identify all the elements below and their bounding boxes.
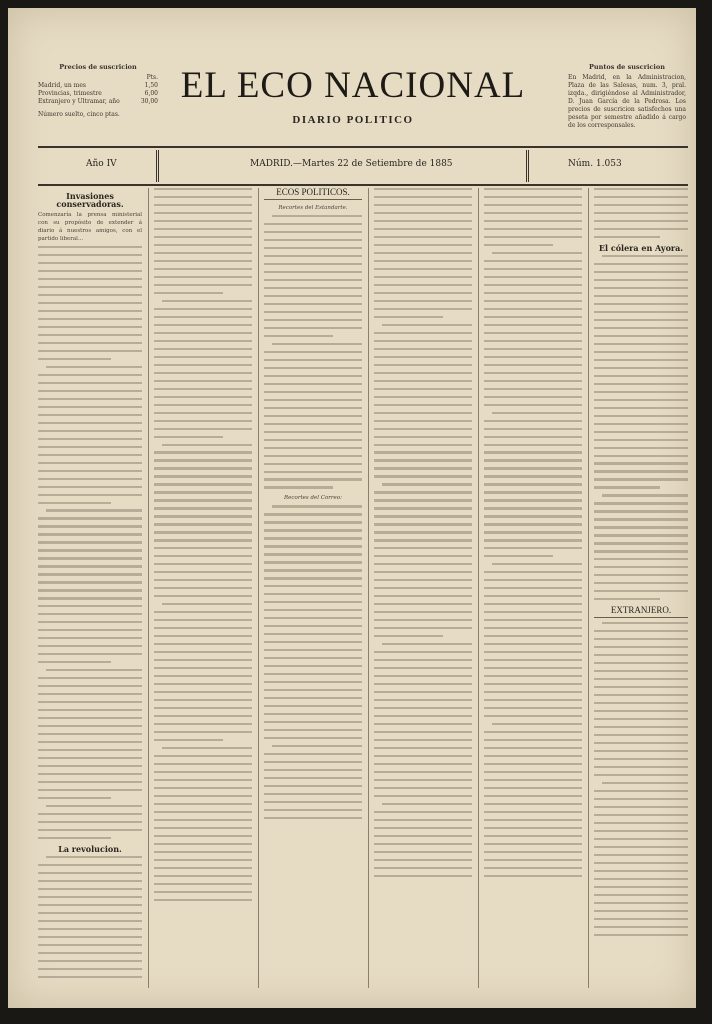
price-row-madrid	[38, 82, 158, 90]
column-6-body-2	[594, 255, 688, 601]
subscription-prices-title: Precios de suscricion	[59, 63, 137, 71]
issue-dateline: MADRID.—Martes 22 de Setiembre de 1885	[250, 159, 453, 169]
issue-number: Núm. 1.053	[568, 159, 622, 169]
article-body	[38, 246, 142, 839]
column-1	[38, 188, 142, 988]
column-3-body	[264, 215, 362, 489]
price-label: Extranjero y Ultramar, año	[38, 98, 120, 105]
bar-divider	[156, 150, 157, 182]
article-title-2: La revolucion.	[58, 843, 122, 854]
subscription-points-text: En Madrid, en la Administracion, Plaza de las Salesas, num. 3, pral. izqda., dirigiéndose al Administrador, D. Juan García de la Pedrosa. Los precios de suscricion satisfechos una peseta por semestre añadido á cargo de los corresponsales.	[568, 74, 686, 129]
column-rule	[478, 188, 479, 988]
article-title-colera: El cólera en Ayora.	[598, 242, 684, 253]
column-3-body-2	[264, 505, 362, 819]
column-4-body	[374, 188, 472, 877]
price-col-header: Pts.	[146, 74, 158, 81]
section-title: ECOS POLITICOS.	[264, 188, 362, 200]
price-row-provincias	[38, 90, 158, 98]
price-value: 1,50	[144, 82, 158, 89]
subscription-points-box	[568, 63, 686, 130]
newspaper-title: EL ECO NACIONAL	[180, 65, 526, 106]
column-rule	[258, 188, 259, 988]
column-6-body-3	[594, 622, 688, 936]
price-note: Número suelto, cinco ptas.	[38, 111, 120, 118]
article-intro: Comenzaría la prensa ministerial con su propósito de extender á diario á nuestros amigos, con el partido liberal...	[38, 212, 142, 242]
price-value: 30,00	[140, 98, 158, 105]
bar-divider	[528, 150, 529, 182]
column-rule	[148, 188, 149, 988]
article-body-2	[38, 856, 142, 978]
column-6	[594, 188, 688, 988]
section-title-extranjero: EXTRANJERO.	[594, 606, 688, 618]
bar-divider	[526, 150, 527, 182]
column-rule	[368, 188, 369, 988]
newspaper-page	[8, 8, 696, 1008]
column-rule	[588, 188, 589, 988]
column-4	[374, 188, 472, 988]
price-header	[38, 74, 158, 82]
issue-bar	[38, 146, 688, 186]
price-label: Provincias, trimestre	[38, 90, 102, 97]
column-5	[484, 188, 582, 988]
subscription-points-title: Puntos de suscricion	[589, 63, 665, 71]
price-row-extranjero	[38, 98, 158, 106]
section-subtitle: Recortes del Estandarte.	[278, 205, 348, 211]
column-6-body	[594, 188, 688, 238]
section-subtitle-2: Recortes del Correo:	[284, 495, 342, 502]
newspaper-subtitle: DIARIO POLITICO	[292, 114, 414, 126]
column-3	[264, 188, 362, 988]
price-label: Madrid, un mes	[38, 82, 86, 89]
column-2	[154, 188, 252, 988]
column-2-body	[154, 188, 252, 901]
article-title: Invasiones conservadoras.	[56, 191, 124, 209]
column-5-body	[484, 188, 582, 877]
bar-divider	[158, 150, 159, 182]
subscription-prices-box	[38, 63, 158, 119]
issue-year: Año IV	[86, 159, 117, 169]
price-value: 6,00	[144, 90, 158, 97]
